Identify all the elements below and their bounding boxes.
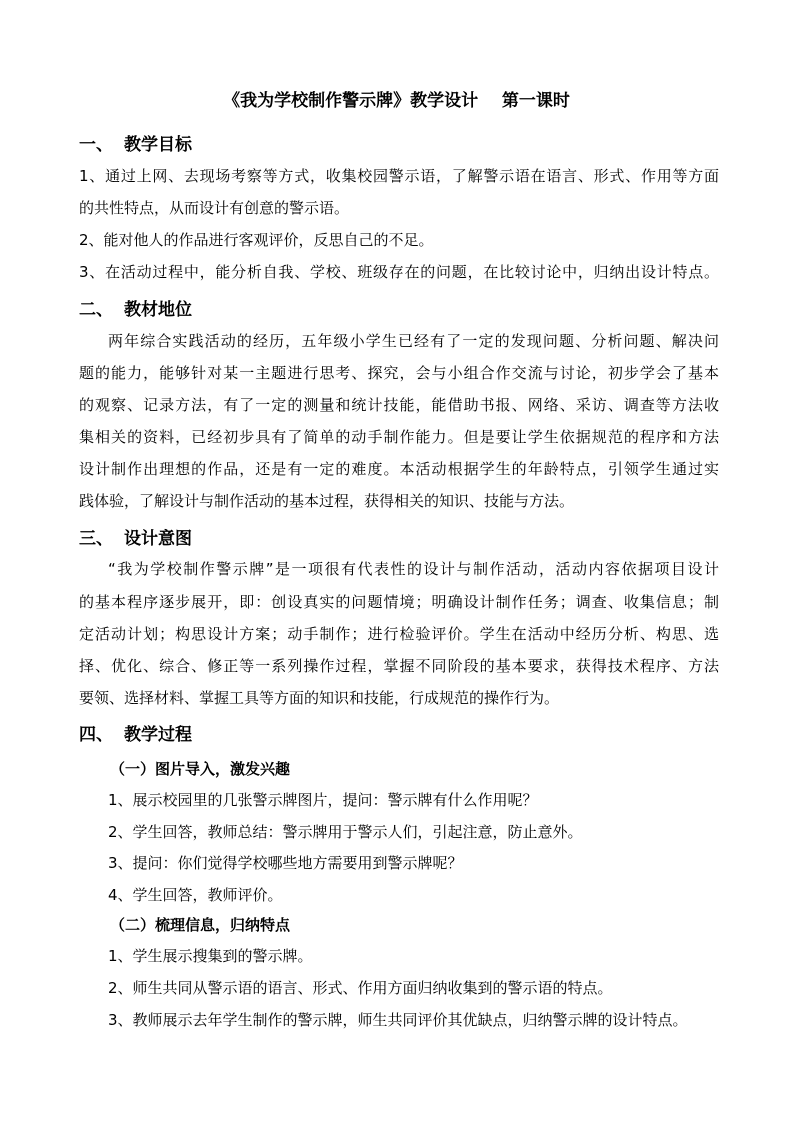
paragraph-line: 的共性特点，从而设计有创意的警示语。 (79, 199, 350, 217)
paragraph-line: 设计制作出理想的作品，还是有一定的难度。本活动根据学生的年龄特点，引领学生通过实 (79, 460, 719, 478)
paragraph-line: 的观察、记录方法，有了一定的测量和统计技能，能借助书报、网络、采访、调查等方法收 (79, 396, 719, 414)
paragraph-line: “我为学校制作警示牌”是一项很有代表性的设计与制作活动，活动内容依据项目设计 (108, 560, 719, 578)
section-number: 三、 (79, 529, 113, 549)
section-label: 教学过程 (124, 725, 192, 745)
list-item: 1、展示校园里的几张警示牌图片，提问：警示牌有什么作用呢？ (108, 791, 538, 809)
section-heading-objectives (79, 130, 192, 155)
section-heading-design-intent (79, 524, 192, 549)
list-item: 2、学生回答，教师总结：警示牌用于警示人们，引起注意，防止意外。 (108, 823, 583, 841)
paragraph-line: 定活动计划；构思设计方案；动手制作；进行检验评价。学生在活动中经历分析、构思、选 (79, 625, 719, 643)
paragraph-line: 践体验，了解设计与制作活动的基本过程，获得相关的知识、技能与方法。 (79, 492, 575, 510)
section-label: 教材地位 (124, 300, 192, 320)
list-item: 3、提问：你们觉得学校哪些地方需要用到警示牌呢？ (108, 854, 463, 872)
section-number: 一、 (79, 135, 113, 155)
section-number: 四、 (79, 725, 113, 745)
document-title: 《我为学校制作警示牌》教学设计 第一课时 (223, 91, 570, 111)
section-number: 二、 (79, 300, 113, 320)
list-item: 2、师生共同从警示语的语言、形式、作用方面归纳收集到的警示语的特点。 (108, 979, 613, 997)
section-heading-teaching-process (79, 720, 192, 745)
list-item: 3、教师展示去年学生制作的警示牌，师生共同评价其优缺点，归纳警示牌的设计特点。 (108, 1011, 688, 1029)
paragraph-line: 的基本程序逐步展开，即：创设真实的问题情境；明确设计制作任务；调查、收集信息；制 (79, 593, 719, 611)
paragraph-line: 要领、选择材料、掌握工具等方面的知识和技能，行成规范的操作行为。 (79, 689, 560, 707)
section-label: 设计意图 (124, 529, 192, 549)
paragraph-line: 两年综合实践活动的经历，五年级小学生已经有了一定的发现问题、分析问题、解决问 (108, 332, 719, 350)
section-label: 教学目标 (124, 135, 192, 155)
subsection-heading-intro: （一）图片导入，激发兴趣 (110, 760, 291, 778)
section-heading-textbook-status (79, 295, 192, 320)
list-item: 1、学生展示搜集到的警示牌。 (108, 947, 313, 965)
list-item: 4、学生回答，教师评价。 (108, 886, 283, 904)
subsection-heading-summary: （二）梳理信息，归纳特点 (110, 916, 291, 934)
paragraph-line: 3、在活动过程中，能分析自我、学校、班级存在的问题，在比较讨论中，归纳出设计特点。 (79, 263, 719, 281)
paragraph-line: 择、优化、综合、修正等一系列操作过程，掌握不同阶段的基本要求，获得技术程序、方法 (79, 657, 719, 675)
paragraph-line: 2、能对他人的作品进行客观评价，反思自己的不足。 (79, 231, 434, 249)
paragraph-line: 1、通过上网、去现场考察等方式，收集校园警示语，了解警示语在语言、形式、作用等方面 (79, 167, 719, 185)
paragraph-line: 集相关的资料，已经初步具有了简单的动手制作能力。但是要让学生依据规范的程序和方法 (79, 428, 719, 446)
paragraph-line: 题的能力，能够针对某一主题进行思考、探究，会与小组合作交流与讨论，初步学会了基本 (79, 364, 719, 382)
